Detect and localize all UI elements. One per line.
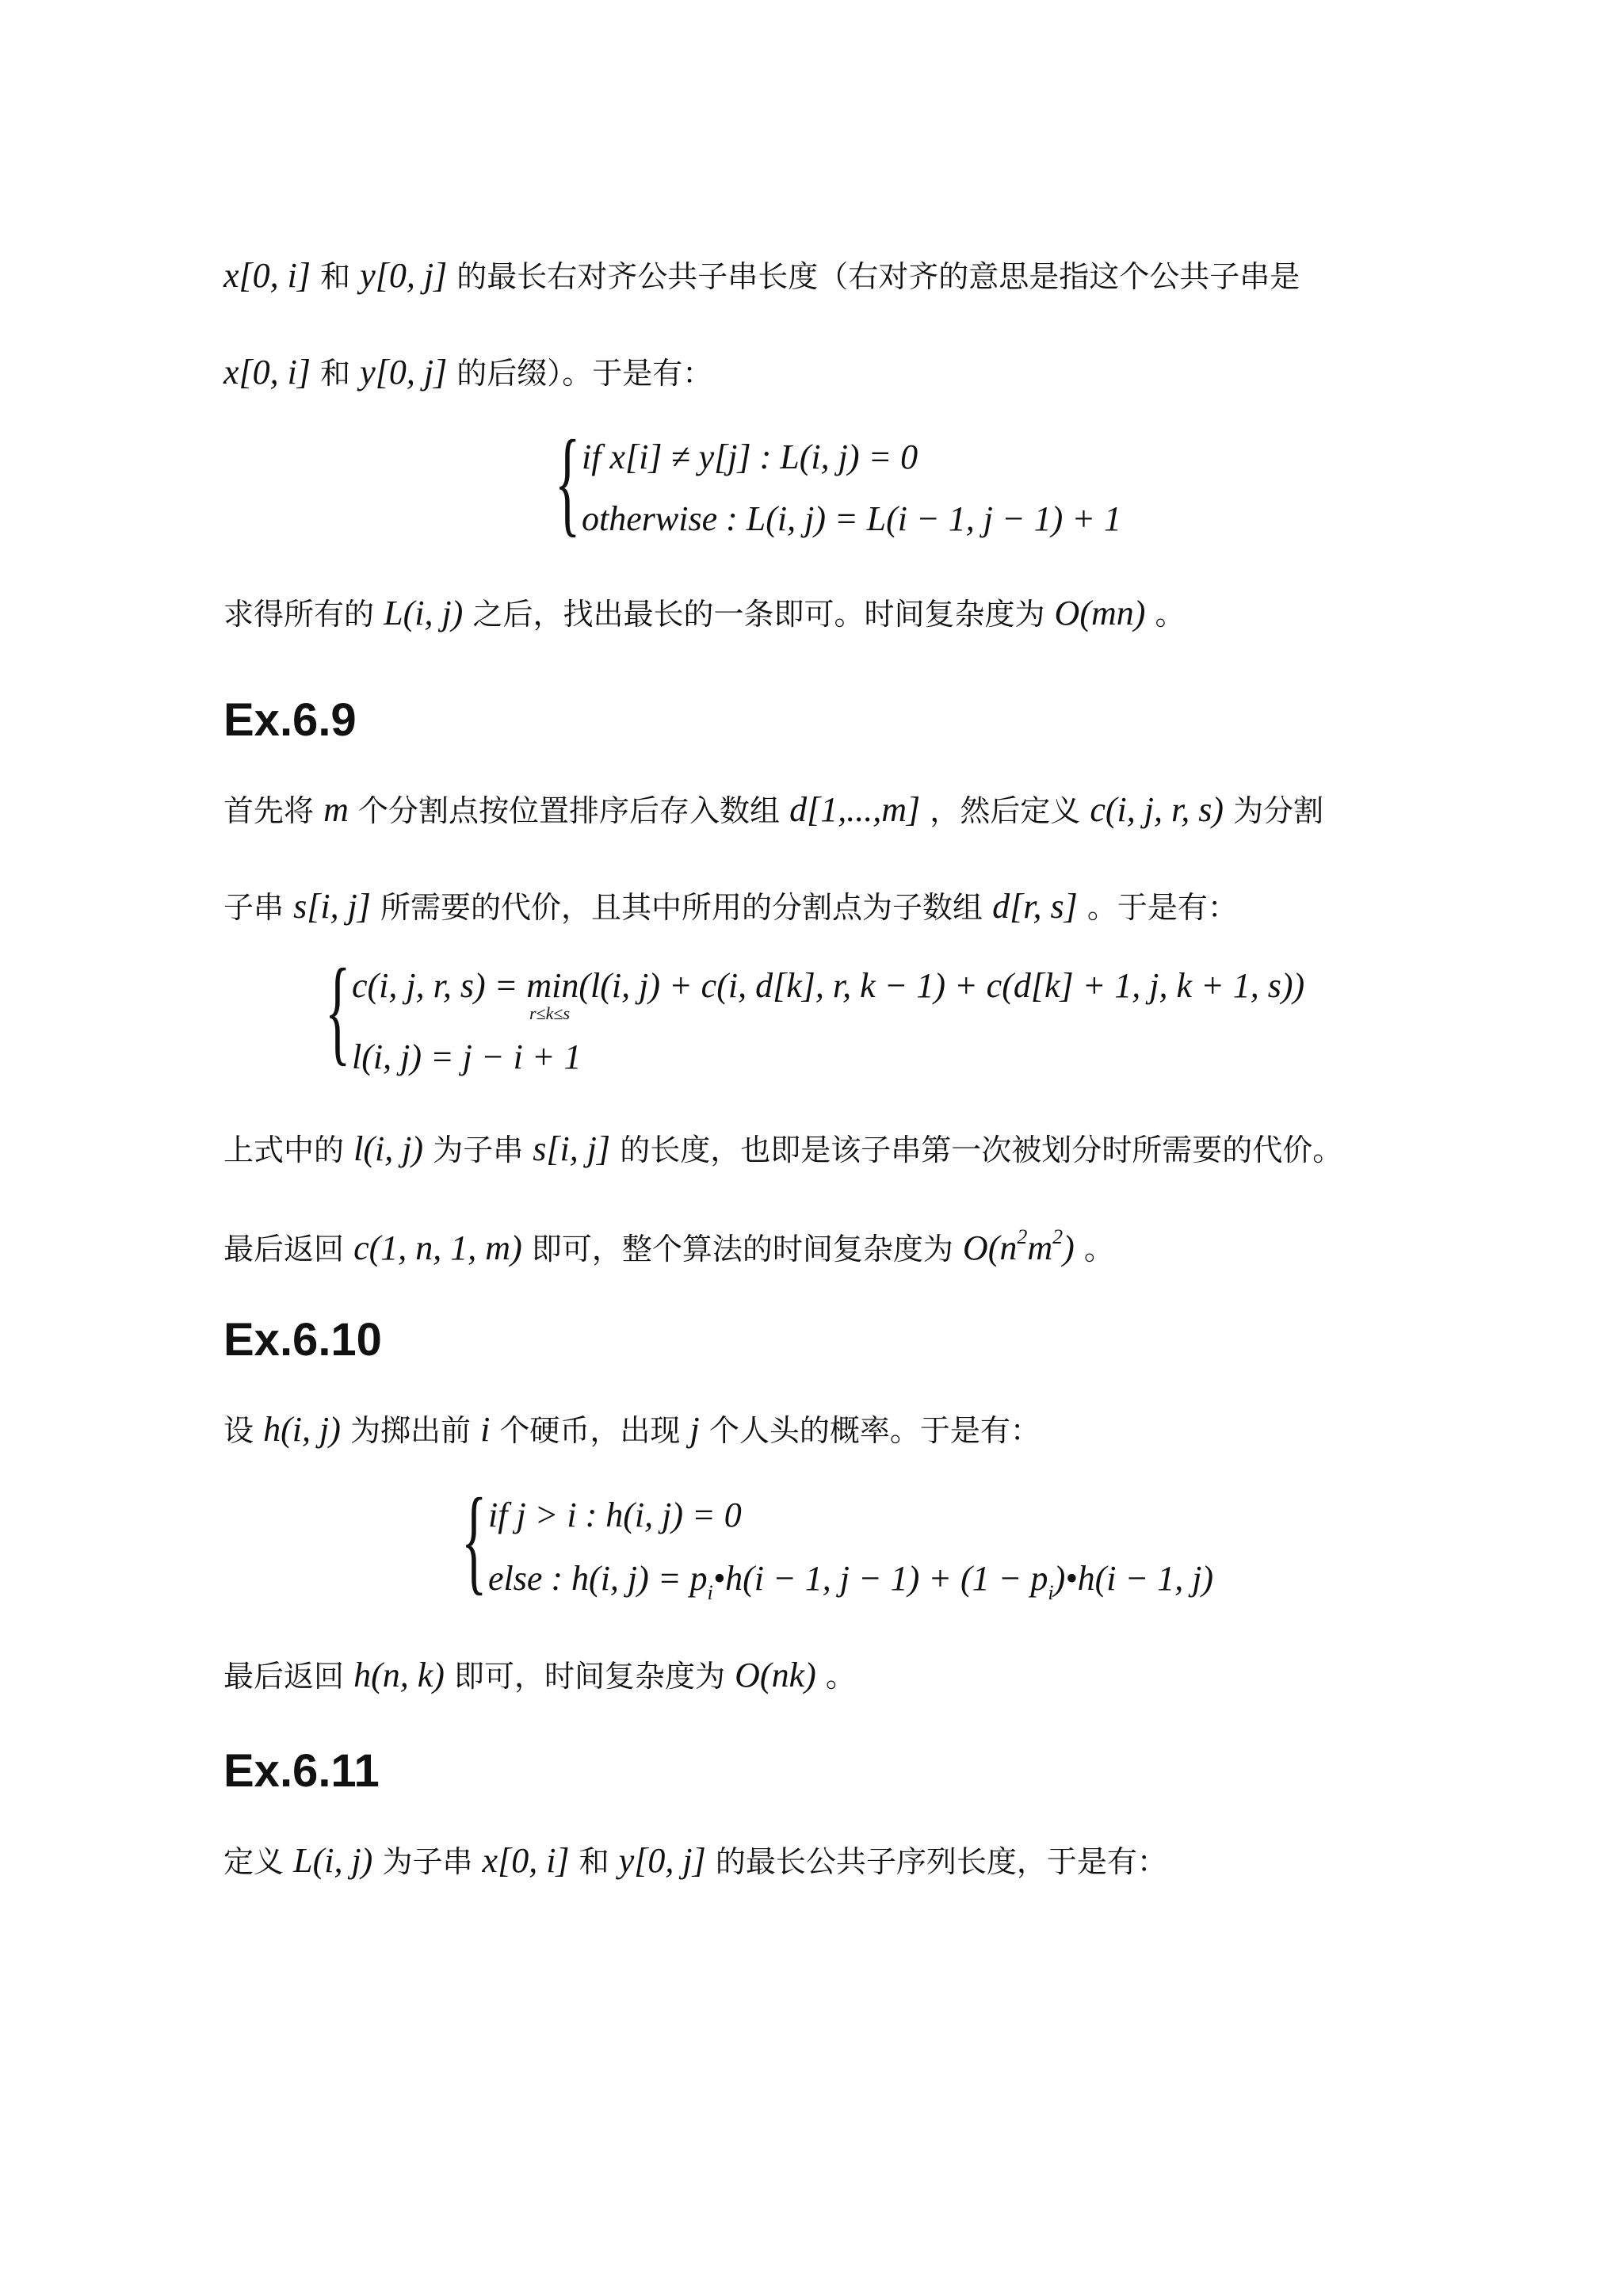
math-h-i-j: h(i, j)	[263, 1410, 341, 1449]
text: 和	[320, 259, 351, 294]
math-L-i-j: L(i, j)	[293, 1841, 373, 1880]
superscript: 2	[1017, 1225, 1028, 1248]
text: 为子串	[382, 1844, 473, 1879]
math-h-n-k: h(n, k)	[353, 1656, 445, 1694]
text: 之后，找出最长的一条即可。时间复杂度为	[472, 597, 1045, 632]
math-part: O(n	[962, 1228, 1018, 1267]
equation-case-1: if x[i] ≠ y[j] : L(i, j) = 0	[582, 437, 918, 476]
text: 和	[320, 356, 351, 391]
ex610-line-1	[223, 1412, 1041, 1447]
math-x-0-i: x[0, i]	[223, 256, 311, 295]
text: 个人头的概率。于是有：	[708, 1413, 1041, 1448]
math-m: m	[323, 790, 349, 829]
math-i: i	[480, 1410, 491, 1449]
math-y-0-j: y[0, j]	[618, 1841, 706, 1880]
math-O-mn: O(mn)	[1054, 594, 1146, 632]
text: 子串	[223, 890, 285, 925]
text: 所需要的代价，且其中所用的分割点为子数组	[380, 890, 983, 925]
text: 求得所有的	[223, 597, 375, 632]
math-s-i-j: s[i, j]	[533, 1129, 611, 1168]
math-l-i-j: l(i, j)	[353, 1129, 424, 1168]
text: 的最长右对齐公共子串长度（右对齐的意思是指这个公共子串是	[456, 259, 1300, 294]
superscript: 2	[1052, 1225, 1064, 1248]
text: 首先将	[223, 793, 315, 828]
math-x-0-i: x[0, i]	[223, 353, 311, 392]
equation-coin-probability	[461, 1474, 1254, 1617]
math-s-i-j: s[i, j]	[293, 887, 371, 926]
ex69-line-1	[223, 790, 1324, 829]
math-j: j	[689, 1410, 700, 1449]
math-y-0-j: y[0, j]	[360, 353, 448, 392]
text: 设	[223, 1413, 254, 1448]
equation-cut-cost	[325, 945, 1379, 1087]
math-complexity	[962, 1225, 1075, 1267]
subscript: i	[707, 1581, 713, 1604]
ex69-line-4	[223, 1227, 1114, 1266]
math-d-array: d[1,...,m]	[789, 790, 921, 829]
text: 定义	[223, 1844, 285, 1879]
math-L-i-j: L(i, j)	[384, 594, 464, 632]
heading-ex-6-10: Ex.6.10	[223, 1314, 382, 1366]
text: 的后缀）。于是有：	[456, 356, 713, 391]
equation-case-2	[488, 1561, 1213, 1603]
text: 的最长公共子序列长度，于是有：	[715, 1844, 1167, 1879]
text: 为掷出前	[349, 1413, 471, 1448]
paragraph-1-line-1	[223, 258, 1300, 293]
math-d-r-s: d[r, s]	[992, 887, 1078, 926]
text: 最后返回	[223, 1659, 345, 1694]
math-x-0-i: x[0, i]	[482, 1841, 570, 1880]
text: 。于是有：	[1086, 890, 1238, 925]
text: 个分割点按位置排序后存入数组	[357, 793, 780, 828]
equation-case-1: if j > i : h(i, j) = 0	[488, 1496, 742, 1534]
math-part: •h(i − 1, j − 1) + (1 − p	[712, 1559, 1048, 1598]
left-brace: {	[325, 945, 351, 1076]
heading-ex-6-9: Ex.6.9	[223, 694, 357, 746]
text: 为分割	[1233, 793, 1324, 828]
math-part: )•h(i − 1, j)	[1053, 1559, 1214, 1598]
math-part: else : h(i, j) = p	[488, 1559, 708, 1598]
text: 的长度，也即是该子串第一次被划分时所需要的代价。	[620, 1133, 1343, 1167]
text: 。	[1155, 597, 1186, 632]
equation-case-1: c(i, j, r, s) = min(l(i, j) + c(i, d[k], r, k − 1) + c(d[k] + 1, j, k + 1, s))	[352, 966, 1305, 1005]
min-subscript: r≤k≤s	[529, 1003, 571, 1023]
ex611-line-1	[223, 1843, 1167, 1878]
subscript: i	[1048, 1581, 1054, 1604]
math-c-i-j-r-s: c(i, j, r, s)	[1090, 790, 1224, 829]
text: 即可，整个算法的时间复杂度为	[531, 1232, 953, 1266]
math-part: m	[1027, 1228, 1053, 1267]
equation-case-2: l(i, j) = j − i + 1	[352, 1037, 582, 1076]
math-part: )	[1063, 1228, 1075, 1267]
math-y-0-j: y[0, j]	[360, 256, 448, 295]
left-brace: {	[555, 416, 581, 548]
paragraph-2	[223, 596, 1186, 631]
paragraph-1-line-2	[223, 355, 712, 390]
text: 。	[1083, 1232, 1114, 1266]
text: 即可，时间复杂度为	[454, 1659, 726, 1694]
ex610-line-2	[223, 1658, 856, 1693]
equation-case-2: otherwise : L(i, j) = L(i − 1, j − 1) + 1	[582, 499, 1121, 538]
text: 上式中的	[223, 1133, 345, 1167]
text: 。	[825, 1659, 856, 1694]
text: ，然后定义	[930, 793, 1081, 828]
equation-lcs-suffix	[555, 416, 1157, 551]
math-O-nk: O(nk)	[735, 1656, 816, 1694]
text: 最后返回	[223, 1232, 345, 1266]
left-brace: {	[461, 1474, 487, 1606]
text: 为子串	[433, 1133, 524, 1167]
ex69-line-3	[223, 1129, 1343, 1168]
text: 个硬币，出现	[499, 1413, 681, 1448]
math-c-1-n-1-m: c(1, n, 1, m)	[353, 1228, 522, 1267]
ex69-line-2	[223, 889, 1238, 924]
heading-ex-6-11: Ex.6.11	[223, 1745, 380, 1797]
text: 和	[579, 1844, 609, 1879]
